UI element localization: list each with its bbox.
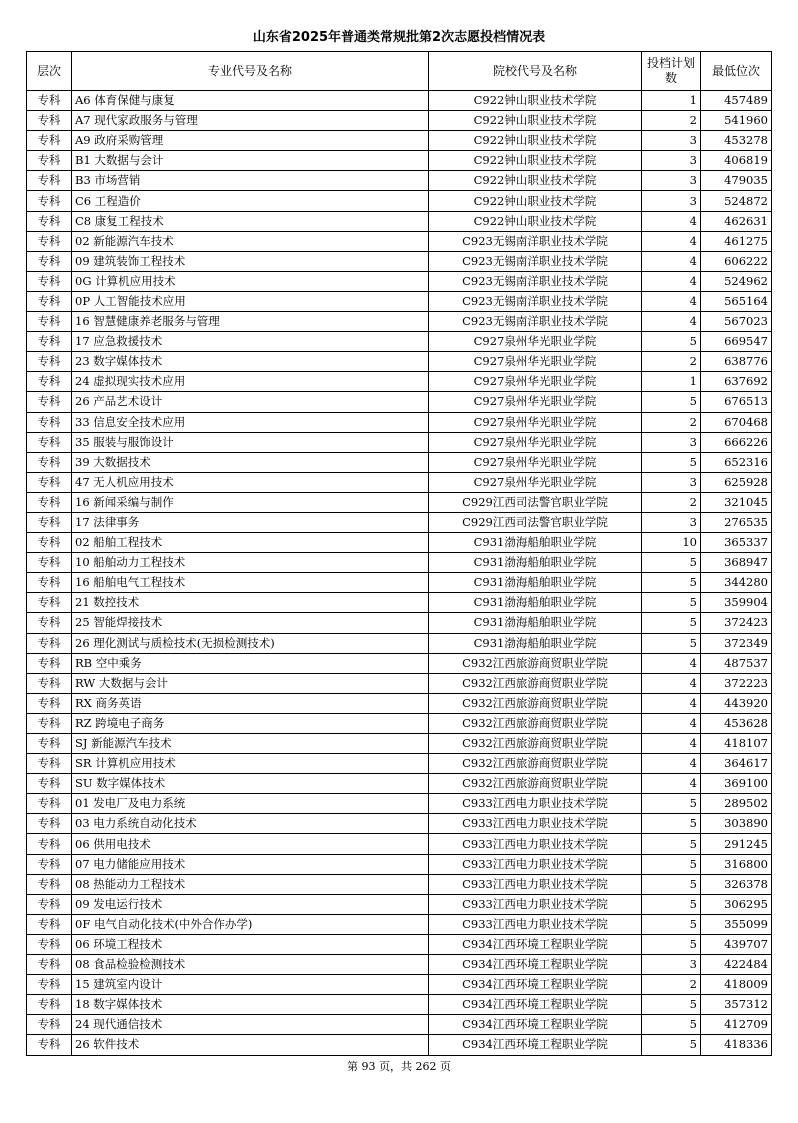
cell-level: 专科 xyxy=(27,533,72,553)
cell-level: 专科 xyxy=(27,151,72,171)
cell-major: 16 新闻采编与制作 xyxy=(72,492,429,512)
table-row xyxy=(27,774,772,794)
cell-level: 专科 xyxy=(27,693,72,713)
cell-rank: 372223 xyxy=(701,673,772,693)
cell-rank: 372423 xyxy=(701,613,772,633)
cell-level: 专科 xyxy=(27,512,72,532)
cell-school: C927泉州华光职业学院 xyxy=(429,472,642,492)
table-row xyxy=(27,633,772,653)
cell-level: 专科 xyxy=(27,492,72,512)
table-row xyxy=(27,533,772,553)
cell-school: C933江西电力职业技术学院 xyxy=(429,874,642,894)
table-row xyxy=(27,814,772,834)
table-row xyxy=(27,653,772,673)
cell-rank: 565164 xyxy=(701,291,772,311)
cell-plan: 1 xyxy=(642,91,701,111)
cell-school: C923无锡南洋职业技术学院 xyxy=(429,251,642,271)
table-row xyxy=(27,271,772,291)
cell-rank: 479035 xyxy=(701,171,772,191)
cell-school: C932江西旅游商贸职业学院 xyxy=(429,734,642,754)
cell-level: 专科 xyxy=(27,754,72,774)
cell-school: C923无锡南洋职业技术学院 xyxy=(429,271,642,291)
table-row xyxy=(27,1015,772,1035)
cell-plan: 4 xyxy=(642,271,701,291)
cell-level: 专科 xyxy=(27,211,72,231)
cell-major: 23 数字媒体技术 xyxy=(72,352,429,372)
cell-rank: 567023 xyxy=(701,312,772,332)
table-row xyxy=(27,874,772,894)
cell-plan: 5 xyxy=(642,452,701,472)
table-row xyxy=(27,432,772,452)
cell-school: C922钟山职业技术学院 xyxy=(429,171,642,191)
cell-rank: 422484 xyxy=(701,955,772,975)
cell-plan: 4 xyxy=(642,653,701,673)
cell-rank: 418009 xyxy=(701,975,772,995)
cell-major: SU 数字媒体技术 xyxy=(72,774,429,794)
cell-plan: 5 xyxy=(642,332,701,352)
cell-level: 专科 xyxy=(27,854,72,874)
header-major: 专业代号及名称 xyxy=(72,52,429,91)
cell-school: C932江西旅游商贸职业学院 xyxy=(429,774,642,794)
cell-school: C934江西环境工程职业学院 xyxy=(429,975,642,995)
header-plan-label: 投档计划数 xyxy=(646,56,695,85)
cell-plan: 2 xyxy=(642,492,701,512)
cell-major: 25 智能焊接技术 xyxy=(72,613,429,633)
cell-major: SJ 新能源汽车技术 xyxy=(72,734,429,754)
cell-rank: 462631 xyxy=(701,211,772,231)
cell-school: C922钟山职业技术学院 xyxy=(429,191,642,211)
table-row xyxy=(27,231,772,251)
cell-plan: 5 xyxy=(642,633,701,653)
table-row xyxy=(27,975,772,995)
cell-school: C931渤海船舶职业学院 xyxy=(429,573,642,593)
cell-major: RZ 跨境电子商务 xyxy=(72,713,429,733)
cell-major: 26 软件技术 xyxy=(72,1035,429,1055)
page-title: 山东省2025年普通类常规批第2次志愿投档情况表 xyxy=(252,30,546,45)
cell-plan: 4 xyxy=(642,774,701,794)
header-school: 院校代号及名称 xyxy=(429,52,642,91)
cell-major: RW 大数据与会计 xyxy=(72,673,429,693)
cell-major: 0F 电气自动化技术(中外合作办学) xyxy=(72,914,429,934)
table-row xyxy=(27,191,772,211)
table-row xyxy=(27,934,772,954)
cell-level: 专科 xyxy=(27,412,72,432)
cell-school: C933江西电力职业技术学院 xyxy=(429,894,642,914)
cell-school: C927泉州华光职业学院 xyxy=(429,372,642,392)
cell-major: 08 食品检验检测技术 xyxy=(72,955,429,975)
cell-major: C8 康复工程技术 xyxy=(72,211,429,231)
cell-major: 02 船舶工程技术 xyxy=(72,533,429,553)
cell-plan: 4 xyxy=(642,754,701,774)
cell-plan: 4 xyxy=(642,693,701,713)
cell-school: C929江西司法警官职业学院 xyxy=(429,492,642,512)
cell-plan: 2 xyxy=(642,111,701,131)
header-rank: 最低位次 xyxy=(701,52,772,91)
cell-level: 专科 xyxy=(27,834,72,854)
cell-major: 0G 计算机应用技术 xyxy=(72,271,429,291)
table-row xyxy=(27,372,772,392)
table-row xyxy=(27,995,772,1015)
cell-major: 16 船舶电气工程技术 xyxy=(72,573,429,593)
cell-plan: 5 xyxy=(642,814,701,834)
cell-plan: 10 xyxy=(642,533,701,553)
cell-level: 专科 xyxy=(27,814,72,834)
cell-school: C932江西旅游商贸职业学院 xyxy=(429,673,642,693)
cell-rank: 316800 xyxy=(701,854,772,874)
table-row xyxy=(27,291,772,311)
table-row xyxy=(27,673,772,693)
cell-rank: 303890 xyxy=(701,814,772,834)
cell-rank: 365337 xyxy=(701,533,772,553)
cell-rank: 487537 xyxy=(701,653,772,673)
cell-school: C922钟山职业技术学院 xyxy=(429,91,642,111)
table-row xyxy=(27,131,772,151)
cell-rank: 666226 xyxy=(701,432,772,452)
cell-major: RX 商务英语 xyxy=(72,693,429,713)
cell-major: 47 无人机应用技术 xyxy=(72,472,429,492)
cell-school: C923无锡南洋职业技术学院 xyxy=(429,231,642,251)
cell-level: 专科 xyxy=(27,553,72,573)
cell-major: 03 电力系统自动化技术 xyxy=(72,814,429,834)
table-row xyxy=(27,834,772,854)
cell-rank: 652316 xyxy=(701,452,772,472)
table-row xyxy=(27,593,772,613)
cell-plan: 3 xyxy=(642,131,701,151)
cell-major: A9 政府采购管理 xyxy=(72,131,429,151)
cell-major: A6 体育保健与康复 xyxy=(72,91,429,111)
cell-level: 专科 xyxy=(27,673,72,693)
cell-rank: 368947 xyxy=(701,553,772,573)
cell-plan: 4 xyxy=(642,211,701,231)
cell-major: RB 空中乘务 xyxy=(72,653,429,673)
cell-major: B3 市场营销 xyxy=(72,171,429,191)
cell-rank: 321045 xyxy=(701,492,772,512)
cell-school: C933江西电力职业技术学院 xyxy=(429,834,642,854)
cell-rank: 357312 xyxy=(701,995,772,1015)
cell-rank: 669547 xyxy=(701,332,772,352)
cell-major: 35 服装与服饰设计 xyxy=(72,432,429,452)
table-row xyxy=(27,854,772,874)
cell-level: 专科 xyxy=(27,352,72,372)
cell-rank: 637692 xyxy=(701,372,772,392)
cell-school: C931渤海船舶职业学院 xyxy=(429,553,642,573)
cell-level: 专科 xyxy=(27,91,72,111)
cell-school: C931渤海船舶职业学院 xyxy=(429,533,642,553)
page-footer: 第 93 页，共 262 页 xyxy=(347,1060,451,1073)
table-row xyxy=(27,734,772,754)
table-row xyxy=(27,171,772,191)
cell-rank: 276535 xyxy=(701,512,772,532)
cell-level: 专科 xyxy=(27,191,72,211)
cell-major: 17 应急救援技术 xyxy=(72,332,429,352)
cell-plan: 5 xyxy=(642,995,701,1015)
table-row xyxy=(27,492,772,512)
cell-major: 18 数字媒体技术 xyxy=(72,995,429,1015)
cell-school: C931渤海船舶职业学院 xyxy=(429,593,642,613)
cell-plan: 2 xyxy=(642,352,701,372)
cell-school: C922钟山职业技术学院 xyxy=(429,111,642,131)
table-row xyxy=(27,211,772,231)
cell-school: C934江西环境工程职业学院 xyxy=(429,1015,642,1035)
cell-plan: 4 xyxy=(642,312,701,332)
cell-school: C932江西旅游商贸职业学院 xyxy=(429,653,642,673)
cell-plan: 3 xyxy=(642,472,701,492)
cell-rank: 369100 xyxy=(701,774,772,794)
table-row xyxy=(27,754,772,774)
cell-level: 专科 xyxy=(27,231,72,251)
cell-rank: 443920 xyxy=(701,693,772,713)
cell-plan: 3 xyxy=(642,151,701,171)
cell-level: 专科 xyxy=(27,472,72,492)
cell-level: 专科 xyxy=(27,332,72,352)
cell-major: 06 环境工程技术 xyxy=(72,934,429,954)
table-row xyxy=(27,794,772,814)
cell-school: C922钟山职业技术学院 xyxy=(429,131,642,151)
cell-level: 专科 xyxy=(27,914,72,934)
cell-plan: 4 xyxy=(642,291,701,311)
cell-plan: 4 xyxy=(642,673,701,693)
cell-level: 专科 xyxy=(27,372,72,392)
table-row xyxy=(27,713,772,733)
cell-plan: 5 xyxy=(642,914,701,934)
cell-major: 09 建筑装饰工程技术 xyxy=(72,251,429,271)
cell-level: 专科 xyxy=(27,291,72,311)
cell-level: 专科 xyxy=(27,934,72,954)
cell-major: 24 虚拟现实技术应用 xyxy=(72,372,429,392)
table-row xyxy=(27,1035,772,1055)
table-row xyxy=(27,111,772,131)
cell-level: 专科 xyxy=(27,271,72,291)
cell-level: 专科 xyxy=(27,995,72,1015)
cell-level: 专科 xyxy=(27,713,72,733)
table-header-row xyxy=(27,52,772,91)
cell-rank: 439707 xyxy=(701,934,772,954)
cell-major: 17 法律事务 xyxy=(72,512,429,532)
cell-level: 专科 xyxy=(27,573,72,593)
cell-plan: 4 xyxy=(642,713,701,733)
cell-major: 26 理化测试与质检技术(无损检测技术) xyxy=(72,633,429,653)
cell-school: C927泉州华光职业学院 xyxy=(429,452,642,472)
table-row xyxy=(27,452,772,472)
table-row xyxy=(27,693,772,713)
header-level: 层次 xyxy=(27,52,72,91)
cell-plan: 5 xyxy=(642,934,701,954)
cell-level: 专科 xyxy=(27,894,72,914)
table-row xyxy=(27,151,772,171)
cell-school: C923无锡南洋职业技术学院 xyxy=(429,291,642,311)
table-row xyxy=(27,553,772,573)
cell-school: C922钟山职业技术学院 xyxy=(429,211,642,231)
cell-major: 08 热能动力工程技术 xyxy=(72,874,429,894)
cell-major: 06 供用电技术 xyxy=(72,834,429,854)
cell-rank: 676513 xyxy=(701,392,772,412)
cell-plan: 2 xyxy=(642,412,701,432)
cell-plan: 5 xyxy=(642,613,701,633)
cell-major: 10 船舶动力工程技术 xyxy=(72,553,429,573)
cell-level: 专科 xyxy=(27,131,72,151)
table-row xyxy=(27,613,772,633)
cell-school: C934江西环境工程职业学院 xyxy=(429,995,642,1015)
cell-level: 专科 xyxy=(27,251,72,271)
cell-rank: 406819 xyxy=(701,151,772,171)
cell-school: C934江西环境工程职业学院 xyxy=(429,955,642,975)
cell-school: C923无锡南洋职业技术学院 xyxy=(429,312,642,332)
cell-major: A7 现代家政服务与管理 xyxy=(72,111,429,131)
cell-school: C927泉州华光职业学院 xyxy=(429,432,642,452)
cell-plan: 5 xyxy=(642,834,701,854)
table-row xyxy=(27,472,772,492)
cell-rank: 524872 xyxy=(701,191,772,211)
cell-major: 02 新能源汽车技术 xyxy=(72,231,429,251)
cell-rank: 359904 xyxy=(701,593,772,613)
cell-rank: 541960 xyxy=(701,111,772,131)
cell-school: C934江西环境工程职业学院 xyxy=(429,934,642,954)
cell-major: 0P 人工智能技术应用 xyxy=(72,291,429,311)
cell-plan: 2 xyxy=(642,975,701,995)
table-body xyxy=(27,91,772,1056)
cell-plan: 5 xyxy=(642,593,701,613)
cell-major: 26 产品艺术设计 xyxy=(72,392,429,412)
cell-plan: 3 xyxy=(642,512,701,532)
cell-level: 专科 xyxy=(27,653,72,673)
cell-rank: 524962 xyxy=(701,271,772,291)
cell-plan: 4 xyxy=(642,231,701,251)
cell-plan: 5 xyxy=(642,874,701,894)
cell-rank: 412709 xyxy=(701,1015,772,1035)
cell-rank: 638776 xyxy=(701,352,772,372)
cell-school: C932江西旅游商贸职业学院 xyxy=(429,713,642,733)
table-row xyxy=(27,894,772,914)
cell-rank: 291245 xyxy=(701,834,772,854)
cell-major: C6 工程造价 xyxy=(72,191,429,211)
cell-plan: 1 xyxy=(642,372,701,392)
cell-school: C929江西司法警官职业学院 xyxy=(429,512,642,532)
cell-rank: 457489 xyxy=(701,91,772,111)
cell-school: C927泉州华光职业学院 xyxy=(429,392,642,412)
cell-level: 专科 xyxy=(27,734,72,754)
cell-rank: 606222 xyxy=(701,251,772,271)
cell-school: C933江西电力职业技术学院 xyxy=(429,814,642,834)
cell-rank: 418336 xyxy=(701,1035,772,1055)
table-row xyxy=(27,352,772,372)
cell-rank: 372349 xyxy=(701,633,772,653)
cell-rank: 326378 xyxy=(701,874,772,894)
cell-level: 专科 xyxy=(27,774,72,794)
table-row xyxy=(27,91,772,111)
table-row xyxy=(27,332,772,352)
table-row xyxy=(27,955,772,975)
cell-plan: 3 xyxy=(642,955,701,975)
cell-level: 专科 xyxy=(27,392,72,412)
cell-level: 专科 xyxy=(27,432,72,452)
cell-level: 专科 xyxy=(27,1035,72,1055)
cell-plan: 5 xyxy=(642,573,701,593)
cell-plan: 4 xyxy=(642,251,701,271)
cell-plan: 5 xyxy=(642,1035,701,1055)
cell-level: 专科 xyxy=(27,874,72,894)
table-row xyxy=(27,914,772,934)
cell-level: 专科 xyxy=(27,613,72,633)
cell-level: 专科 xyxy=(27,312,72,332)
admission-table xyxy=(26,51,772,1056)
cell-plan: 3 xyxy=(642,171,701,191)
table-row xyxy=(27,312,772,332)
cell-rank: 355099 xyxy=(701,914,772,934)
cell-plan: 5 xyxy=(642,894,701,914)
cell-major: 15 建筑室内设计 xyxy=(72,975,429,995)
cell-major: 24 现代通信技术 xyxy=(72,1015,429,1035)
cell-level: 专科 xyxy=(27,955,72,975)
cell-rank: 306295 xyxy=(701,894,772,914)
cell-rank: 289502 xyxy=(701,794,772,814)
cell-school: C933江西电力职业技术学院 xyxy=(429,854,642,874)
cell-level: 专科 xyxy=(27,593,72,613)
table-row xyxy=(27,573,772,593)
cell-rank: 670468 xyxy=(701,412,772,432)
cell-level: 专科 xyxy=(27,633,72,653)
cell-major: 33 信息安全技术应用 xyxy=(72,412,429,432)
cell-level: 专科 xyxy=(27,1015,72,1035)
cell-rank: 453278 xyxy=(701,131,772,151)
cell-level: 专科 xyxy=(27,452,72,472)
table-row xyxy=(27,392,772,412)
cell-major: B1 大数据与会计 xyxy=(72,151,429,171)
cell-plan: 5 xyxy=(642,553,701,573)
cell-school: C927泉州华光职业学院 xyxy=(429,332,642,352)
cell-plan: 5 xyxy=(642,1015,701,1035)
cell-plan: 3 xyxy=(642,191,701,211)
cell-major: 07 电力储能应用技术 xyxy=(72,854,429,874)
cell-plan: 5 xyxy=(642,794,701,814)
cell-rank: 418107 xyxy=(701,734,772,754)
cell-major: 09 发电运行技术 xyxy=(72,894,429,914)
cell-school: C932江西旅游商贸职业学院 xyxy=(429,693,642,713)
cell-school: C934江西环境工程职业学院 xyxy=(429,1035,642,1055)
cell-level: 专科 xyxy=(27,975,72,995)
cell-school: C927泉州华光职业学院 xyxy=(429,412,642,432)
table-row xyxy=(27,412,772,432)
cell-school: C931渤海船舶职业学院 xyxy=(429,613,642,633)
cell-school: C922钟山职业技术学院 xyxy=(429,151,642,171)
cell-major: 21 数控技术 xyxy=(72,593,429,613)
cell-school: C933江西电力职业技术学院 xyxy=(429,794,642,814)
table-row xyxy=(27,512,772,532)
header-plan xyxy=(642,52,701,91)
cell-school: C927泉州华光职业学院 xyxy=(429,352,642,372)
table-row xyxy=(27,251,772,271)
cell-rank: 461275 xyxy=(701,231,772,251)
cell-rank: 625928 xyxy=(701,472,772,492)
cell-rank: 364617 xyxy=(701,754,772,774)
cell-school: C933江西电力职业技术学院 xyxy=(429,914,642,934)
cell-major: SR 计算机应用技术 xyxy=(72,754,429,774)
cell-plan: 4 xyxy=(642,734,701,754)
cell-rank: 344280 xyxy=(701,573,772,593)
cell-level: 专科 xyxy=(27,111,72,131)
cell-plan: 3 xyxy=(642,432,701,452)
cell-plan: 5 xyxy=(642,392,701,412)
cell-major: 16 智慧健康养老服务与管理 xyxy=(72,312,429,332)
cell-plan: 5 xyxy=(642,854,701,874)
cell-major: 39 大数据技术 xyxy=(72,452,429,472)
cell-rank: 453628 xyxy=(701,713,772,733)
cell-major: 01 发电厂及电力系统 xyxy=(72,794,429,814)
cell-school: C932江西旅游商贸职业学院 xyxy=(429,754,642,774)
cell-school: C931渤海船舶职业学院 xyxy=(429,633,642,653)
cell-level: 专科 xyxy=(27,171,72,191)
cell-level: 专科 xyxy=(27,794,72,814)
